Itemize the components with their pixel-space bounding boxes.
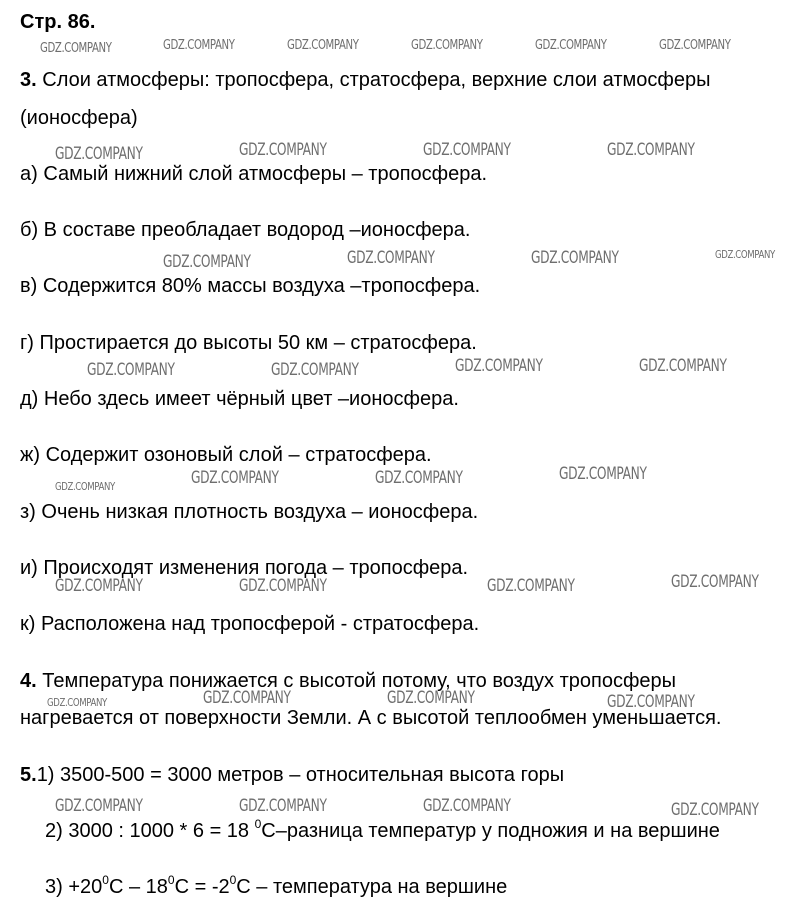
watermark: GDZ.COMPANY <box>671 800 759 820</box>
question-5-line3: $3) +20^0C - 18^0C = -2^0C$ – температура на вершине <box>45 873 508 898</box>
answer-item: в) Содержится 80% массы воздуха –тропосфера. <box>20 275 481 297</box>
watermark: GDZ.COMPANY <box>87 360 175 380</box>
watermark: GDZ.COMPANY <box>163 252 251 272</box>
watermark: GDZ.COMPANY <box>55 796 143 816</box>
watermark: GDZ.COMPANY <box>239 576 327 596</box>
watermark: GDZ.COMPANY <box>559 464 647 484</box>
watermark: GDZ.COMPANY <box>55 480 115 493</box>
watermark: GDZ.COMPANY <box>411 38 483 53</box>
watermark: GDZ.COMPANY <box>287 38 359 53</box>
page-title: Стр. 86. <box>20 11 96 33</box>
watermark: GDZ.COMPANY <box>347 248 435 268</box>
answer-item: д) Небо здесь имеет чёрный цвет –ионосфера. <box>20 388 459 410</box>
question-text: Температура понижается с высотой потому, что воздух тропосферы <box>36 670 677 692</box>
answer-item: б) В составе преобладает водород –ионосфера. <box>20 219 471 241</box>
watermark: GDZ.COMPANY <box>55 576 143 596</box>
watermark: GDZ.COMPANY <box>671 572 759 592</box>
watermark: GDZ.COMPANY <box>487 576 575 596</box>
watermark: GDZ.COMPANY <box>239 140 327 160</box>
question-5-line1 <box>20 763 564 787</box>
watermark: GDZ.COMPANY <box>271 360 359 380</box>
question-5-line2: 2) 3000 : 1000 * 6 = 18 $^0$C–разница температур у подножия и на вершине <box>45 817 720 842</box>
answer-item: к) Расположена над тропосферой - стратосфера. <box>20 613 480 635</box>
watermark: GDZ.COMPANY <box>535 38 607 53</box>
watermark: GDZ.COMPANY <box>47 696 107 709</box>
answer-item: ж) Содержит озоновый слой – стратосфера. <box>20 444 432 466</box>
question-number: 4. <box>20 670 37 692</box>
watermark: GDZ.COMPANY <box>659 38 731 53</box>
watermark: GDZ.COMPANY <box>715 248 775 261</box>
watermark: GDZ.COMPANY <box>203 688 291 708</box>
question-4-line2: нагревается от поверхности Земли. А с высотой теплообмен уменьшается. <box>20 707 722 729</box>
watermark: GDZ.COMPANY <box>531 248 619 268</box>
watermark: GDZ.COMPANY <box>239 796 327 816</box>
question-text: Слои атмосферы: тропосфера, стратосфера, верхние слои атмосферы <box>36 69 711 91</box>
watermark: GDZ.COMPANY <box>375 468 463 488</box>
watermark: GDZ.COMPANY <box>163 38 235 53</box>
watermark: GDZ.COMPANY <box>639 356 727 376</box>
watermark: GDZ.COMPANY <box>455 356 543 376</box>
answer-item: з) Очень низкая плотность воздуха – ионосфера. <box>20 501 479 523</box>
question-number: 3. <box>20 69 37 91</box>
answer-item: и) Происходят изменения погода – тропосфера. <box>20 557 469 579</box>
answer-item: а) Самый нижний слой атмосферы – тропосфера. <box>20 163 488 185</box>
watermark: GDZ.COMPANY <box>607 140 695 160</box>
watermark: GDZ.COMPANY <box>607 692 695 712</box>
question-3-intro <box>20 68 710 92</box>
watermark: GDZ.COMPANY <box>191 468 279 488</box>
watermark: GDZ.COMPANY <box>423 140 511 160</box>
question-number: 5. <box>20 764 37 786</box>
watermark: GDZ.COMPANY <box>423 796 511 816</box>
watermark: GDZ.COMPANY <box>55 144 143 164</box>
question-text: 1) 3500-500 = 3000 метров – относительная высота горы <box>36 764 565 786</box>
question-4-line1 <box>20 669 676 693</box>
question-3-intro-cont: (ионосфера) <box>20 107 138 129</box>
answer-item: г) Простирается до высоты 50 км – стратосфера. <box>20 332 477 354</box>
watermark: GDZ.COMPANY <box>387 688 475 708</box>
watermark: GDZ.COMPANY <box>40 41 112 56</box>
